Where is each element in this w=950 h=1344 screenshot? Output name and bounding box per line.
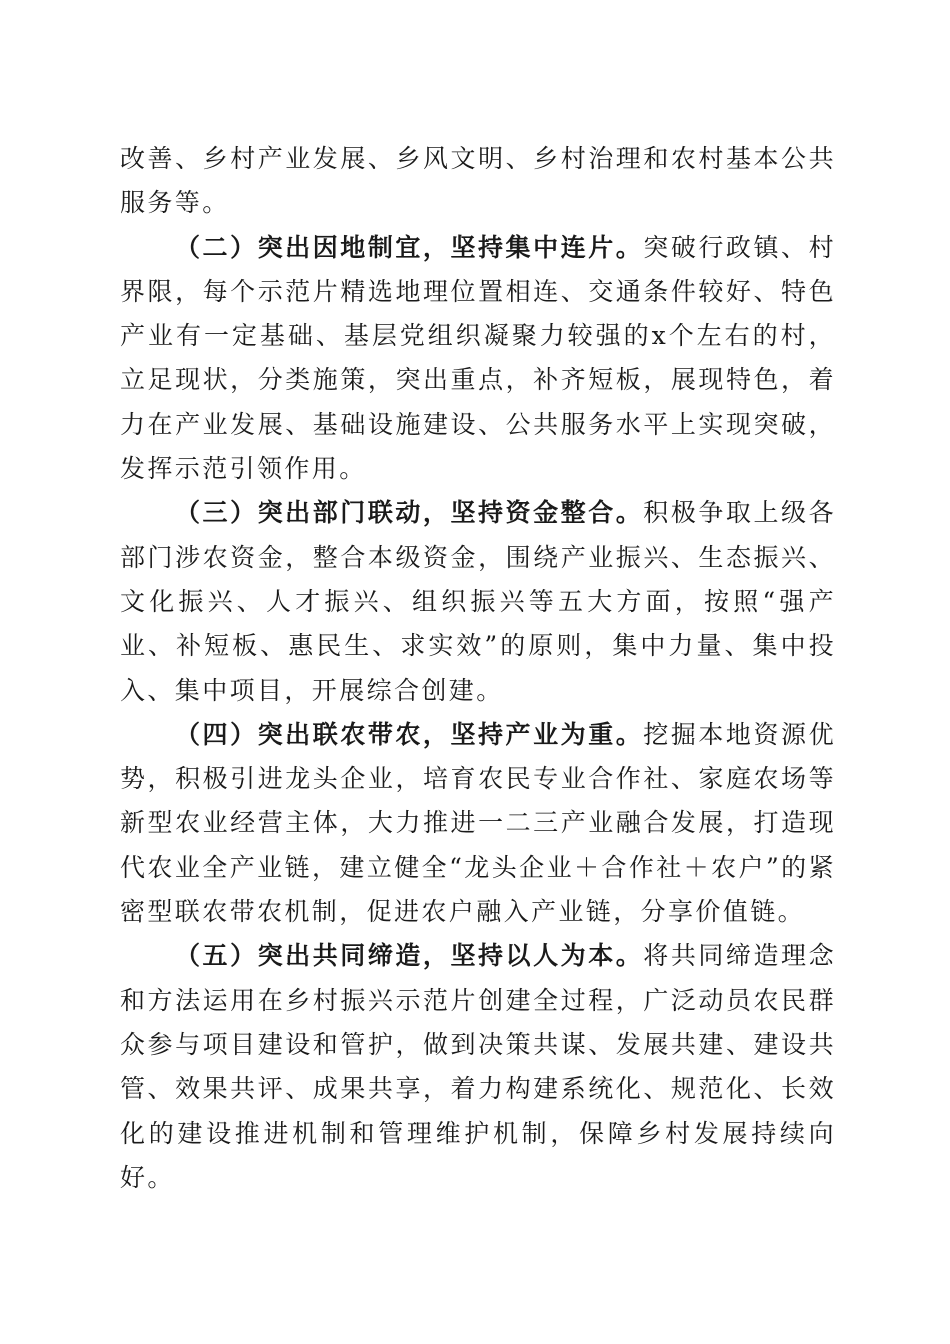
section-heading: （三）突出部门联动，坚持资金整合。 — [175, 498, 644, 528]
paragraph-section-2 — [120, 226, 836, 492]
document-body — [120, 137, 836, 1200]
paragraph-body: 挖掘本地资源优势，积极引进龙头企业，培育农民专业合作社、家庭农场等新型农业经营主体，大力推进一二三产业融合发展，打造现代农业全产业链，建立健全“龙头企业＋合作社＋农户”的紧密型联农带农机制，促进农户融入产业链，分享价值链。 — [120, 719, 836, 927]
paragraph-section-3 — [120, 491, 836, 712]
paragraph-section-5 — [120, 934, 836, 1200]
paragraph-body: 积极争取上级各部门涉农资金，整合本级资金，围绕产业振兴、生态振兴、文化振兴、人才振兴、组织振兴等五大方面，按照“强产业、补短板、惠民生、求实效”的原则，集中力量、集中投入、集中项目，开展综合创建。 — [120, 498, 836, 705]
paragraph-continuation — [120, 137, 836, 226]
section-heading: （四）突出联农带农，坚持产业为重。 — [175, 719, 644, 749]
paragraph-body: 将共同缔造理念和方法运用在乡村振兴示范片创建全过程，广泛动员农民群众参与项目建设和管护，做到决策共谋、发展共建、建设共管、效果共评、成果共享，着力构建系统化、规范化、长效化的建设推进机制和管理维护机制，保障乡村发展持续向好。 — [120, 941, 836, 1192]
paragraph-body: 改善、乡村产业发展、乡风文明、乡村治理和农村基本公共服务等。 — [120, 144, 836, 218]
section-heading: （二）突出因地制宜，坚持集中连片。 — [175, 232, 644, 262]
paragraph-body: 突破行政镇、村界限，每个示范片精选地理位置相连、交通条件较好、特色产业有一定基础、基层党组织凝聚力较强的x个左右的村，立足现状，分类施策，突出重点，补齐短板，展现特色，着力在产业发展、基础设施建设、公共服务水平上实现突破，发挥示范引领作用。 — [120, 232, 836, 484]
paragraph-section-4 — [120, 713, 836, 934]
section-heading: （五）突出共同缔造，坚持以人为本。 — [175, 941, 644, 971]
